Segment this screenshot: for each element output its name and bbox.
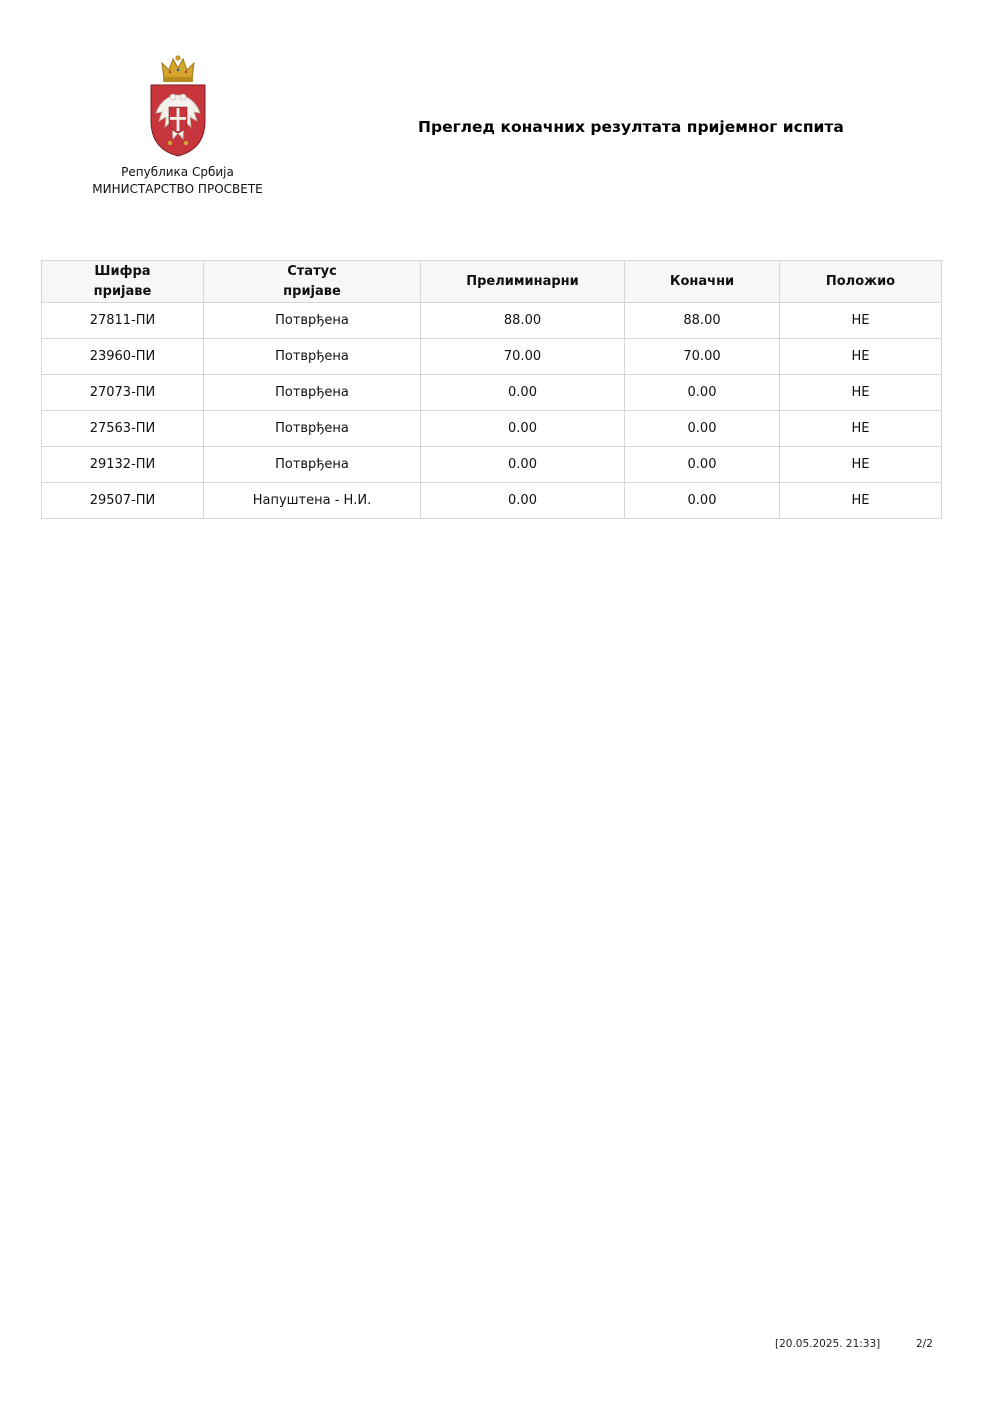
- column-header-passed: Положио: [780, 261, 942, 303]
- final-score-cell: 0.00: [625, 447, 780, 483]
- passed-cell: НЕ: [780, 411, 942, 447]
- application-status-cell: Потврђена: [204, 339, 421, 375]
- org-ministry: МИНИСТАРСТВО ПРОСВЕТЕ: [92, 182, 263, 196]
- application-code-cell: 27563-ПИ: [42, 411, 204, 447]
- column-header-line: Статус: [287, 263, 337, 279]
- page-title: Преглед коначних резултата пријемног испита: [418, 118, 844, 136]
- application-status-cell: Потврђена: [204, 411, 421, 447]
- application-status-cell: Напуштена - Н.И.: [204, 483, 421, 519]
- preliminary-score-cell: 88.00: [421, 303, 625, 339]
- passed-cell: НЕ: [780, 375, 942, 411]
- application-code-cell: 29132-ПИ: [42, 447, 204, 483]
- final-score-cell: 0.00: [625, 411, 780, 447]
- application-code-cell: 23960-ПИ: [42, 339, 204, 375]
- application-status-cell: Потврђена: [204, 303, 421, 339]
- results-table: [41, 260, 942, 519]
- passed-cell: НЕ: [780, 447, 942, 483]
- table-row: [42, 339, 942, 375]
- passed-cell: НЕ: [780, 483, 942, 519]
- column-header-line: пријаве: [283, 283, 341, 299]
- application-status-cell: Потврђена: [204, 375, 421, 411]
- table-row: [42, 411, 942, 447]
- final-score-cell: 0.00: [625, 375, 780, 411]
- preliminary-score-cell: 0.00: [421, 411, 625, 447]
- serbian-coat-of-arms-icon: [148, 55, 208, 159]
- table-header-row: [42, 261, 942, 303]
- column-header-application-code: [42, 261, 204, 303]
- final-score-cell: 0.00: [625, 483, 780, 519]
- final-score-cell: 70.00: [625, 339, 780, 375]
- org-country: Република Србија: [121, 165, 234, 179]
- table-row: [42, 447, 942, 483]
- column-header-application-status: [204, 261, 421, 303]
- preliminary-score-cell: 0.00: [421, 483, 625, 519]
- application-code-cell: 27811-ПИ: [42, 303, 204, 339]
- table-row: [42, 303, 942, 339]
- passed-cell: НЕ: [780, 339, 942, 375]
- final-score-cell: 88.00: [625, 303, 780, 339]
- column-header-line: пријаве: [93, 283, 152, 299]
- preliminary-score-cell: 0.00: [421, 375, 625, 411]
- application-status-cell: Потврђена: [204, 447, 421, 483]
- table-row: [42, 375, 942, 411]
- application-code-cell: 27073-ПИ: [42, 375, 204, 411]
- application-code-cell: 29507-ПИ: [42, 483, 204, 519]
- column-header-final: Коначни: [625, 261, 780, 303]
- column-header-line: Шифра: [94, 263, 151, 279]
- preliminary-score-cell: 0.00: [421, 447, 625, 483]
- preliminary-score-cell: 70.00: [421, 339, 625, 375]
- column-header-preliminary: Прелиминарни: [421, 261, 625, 303]
- page-number: 2/2: [916, 1338, 933, 1350]
- print-timestamp: [20.05.2025. 21:33]: [775, 1338, 881, 1350]
- table-row: [42, 483, 942, 519]
- passed-cell: НЕ: [780, 303, 942, 339]
- ministry-header: [70, 55, 285, 196]
